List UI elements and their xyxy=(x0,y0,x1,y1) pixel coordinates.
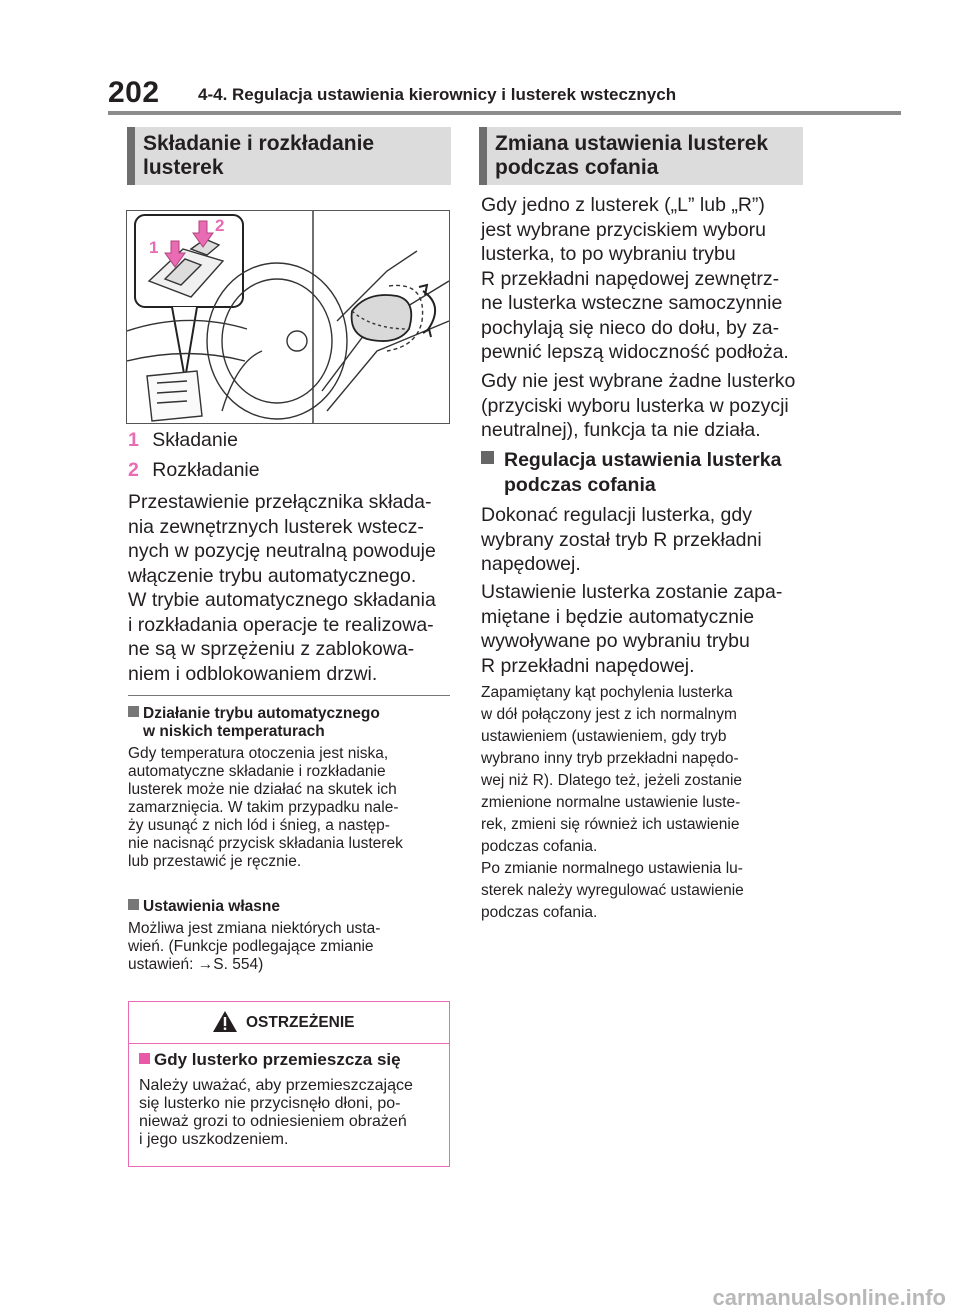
warning-title: OSTRZEŻENIE xyxy=(246,1014,355,1031)
mirror-switch-illustration xyxy=(126,210,450,424)
auto-mode-paragraph xyxy=(128,490,436,686)
neutral-paragraph: Gdy nie jest wybrane żadne lusterko (przyciski wyboru lusterka w pozycji neutralnej), funkcja ta nie działa. xyxy=(481,370,796,441)
section-title-line: lusterek xyxy=(143,156,224,179)
list-item xyxy=(128,458,260,483)
memory-paragraph: Ustawienie lusterka zostanie zapa- miętane i będzie automatycznie wywoływane po wybraniu trybu R przekładni napędowej. xyxy=(481,581,783,677)
illustration-svg xyxy=(127,211,449,423)
reverse-note: Zapamiętany kąt pochylenia lusterka w dół połączony jest z ich normalnym ustawieniem (ustawieniem, gdy tryb wybrano inny tryb przekładni napędo- wej niż R). Dlatego też, jeżeli zostanie zmienione normalne ustawienie luste- rek, zmieni się również ich ustawienie podczas cofania. Po zmianie normalnego ustawienia lu- sterek należy wyregulować ustawienie podczas cofania. xyxy=(481,684,744,921)
list-item-number: 2 xyxy=(128,458,139,481)
page-number: 202 xyxy=(108,76,160,109)
bullet-square-icon xyxy=(139,1053,150,1064)
warning-triangle-icon xyxy=(212,1010,238,1033)
text-line: niem i odblokowaniem drzwi. xyxy=(128,662,378,685)
section-title-bar xyxy=(479,127,487,185)
section-title-text xyxy=(495,132,768,180)
note-low-temperature xyxy=(128,705,453,871)
section-title-line: Składanie i rozkładanie xyxy=(143,132,375,155)
page-reference-link[interactable]: ustawień: →S. 554) xyxy=(128,956,264,973)
text-line: W trybie automatycznego składania xyxy=(128,589,436,611)
warning-body: Należy uważać, aby przemieszczające się lusterko nie przycisnęło dłoni, po- nieważ grozi to odniesieniem obrażeń i jego uszkodzeniem. xyxy=(139,1077,413,1148)
bullet-square-icon xyxy=(481,451,494,464)
section-title-bar xyxy=(127,127,135,185)
watermark: carmanualsonline.info xyxy=(712,1285,946,1310)
note-title: Ustawienia własne xyxy=(128,898,453,916)
subheading-reverse-adjust: Regulacja ustawienia lusterka podczas cofania xyxy=(481,448,781,497)
notes-divider xyxy=(128,695,450,696)
warning-header xyxy=(129,1002,449,1044)
text-line: ne są w sprzężeniu z zablokowa- xyxy=(128,638,415,660)
bullet-square-icon xyxy=(128,899,139,910)
warning-subtitle: Gdy lusterko przemieszcza się xyxy=(139,1050,401,1070)
section-title-folding xyxy=(127,127,451,185)
list-item xyxy=(128,428,260,453)
callout-list xyxy=(128,428,260,482)
section-title-line: podczas cofania xyxy=(495,156,659,179)
text-line: nia zewnętrznych lusterek wstecz- xyxy=(128,515,424,538)
reverse-tilt-paragraph: Gdy jedno z lusterek („L” lub „R”) jest wybrane przyciskiem wyboru lusterka, to po wybraniu trybu R przekładni napędowej zewnętrz- ne lusterka wsteczne samoczynnie pochylają się nieco do dołu, by za- pewnić lepszą widoczność podłoża. xyxy=(481,194,789,363)
section-title-line: Zmiana ustawienia lusterek xyxy=(495,132,769,155)
chapter-title: 4-4. Regulacja ustawienia kierownicy i lusterek wstecznych xyxy=(198,85,677,104)
text-line: Przestawienie przełącznika składa- xyxy=(128,491,432,513)
bullet-square-icon xyxy=(128,706,139,717)
note-body: Możliwa jest zmiana niektórych usta- wień. (Funkcje podlegające zmianie ustawień: →S. 554) xyxy=(128,920,453,974)
adjust-paragraph: Dokonać regulacji lusterka, gdy wybrany został tryb R przekładni napędowej. xyxy=(481,504,762,575)
text-line: i rozkładania operacje te realizowa- xyxy=(128,613,434,636)
section-title-text xyxy=(143,132,374,180)
note-title: Działanie trybu automatycznego w niskich temperaturach xyxy=(128,705,453,741)
warning-box xyxy=(128,1001,450,1167)
callout-number-1: 1 xyxy=(149,238,159,257)
list-item-number: 1 xyxy=(128,429,139,451)
header-rule xyxy=(108,111,901,115)
text-line: nych w pozycję neutralną powoduje xyxy=(128,540,436,562)
section-title-reverse xyxy=(479,127,803,185)
note-body: Gdy temperatura otoczenia jest niska, automatyczne składanie i rozkładanie lusterek może nie działać na skutek ich zamarznięcia. W takim przypadku nale- ży usunąć z nich lód i śnieg, a następ- nie nacisnąć przycisk składania lusterek lub przestawić je ręcznie. xyxy=(128,745,403,870)
list-item-label: Rozkładanie xyxy=(152,458,260,481)
list-item-label: Składanie xyxy=(152,429,238,451)
text-line: włączenie trybu automatycznego. xyxy=(128,564,417,587)
callout-number-2: 2 xyxy=(215,216,225,235)
note-custom-settings xyxy=(128,898,453,974)
